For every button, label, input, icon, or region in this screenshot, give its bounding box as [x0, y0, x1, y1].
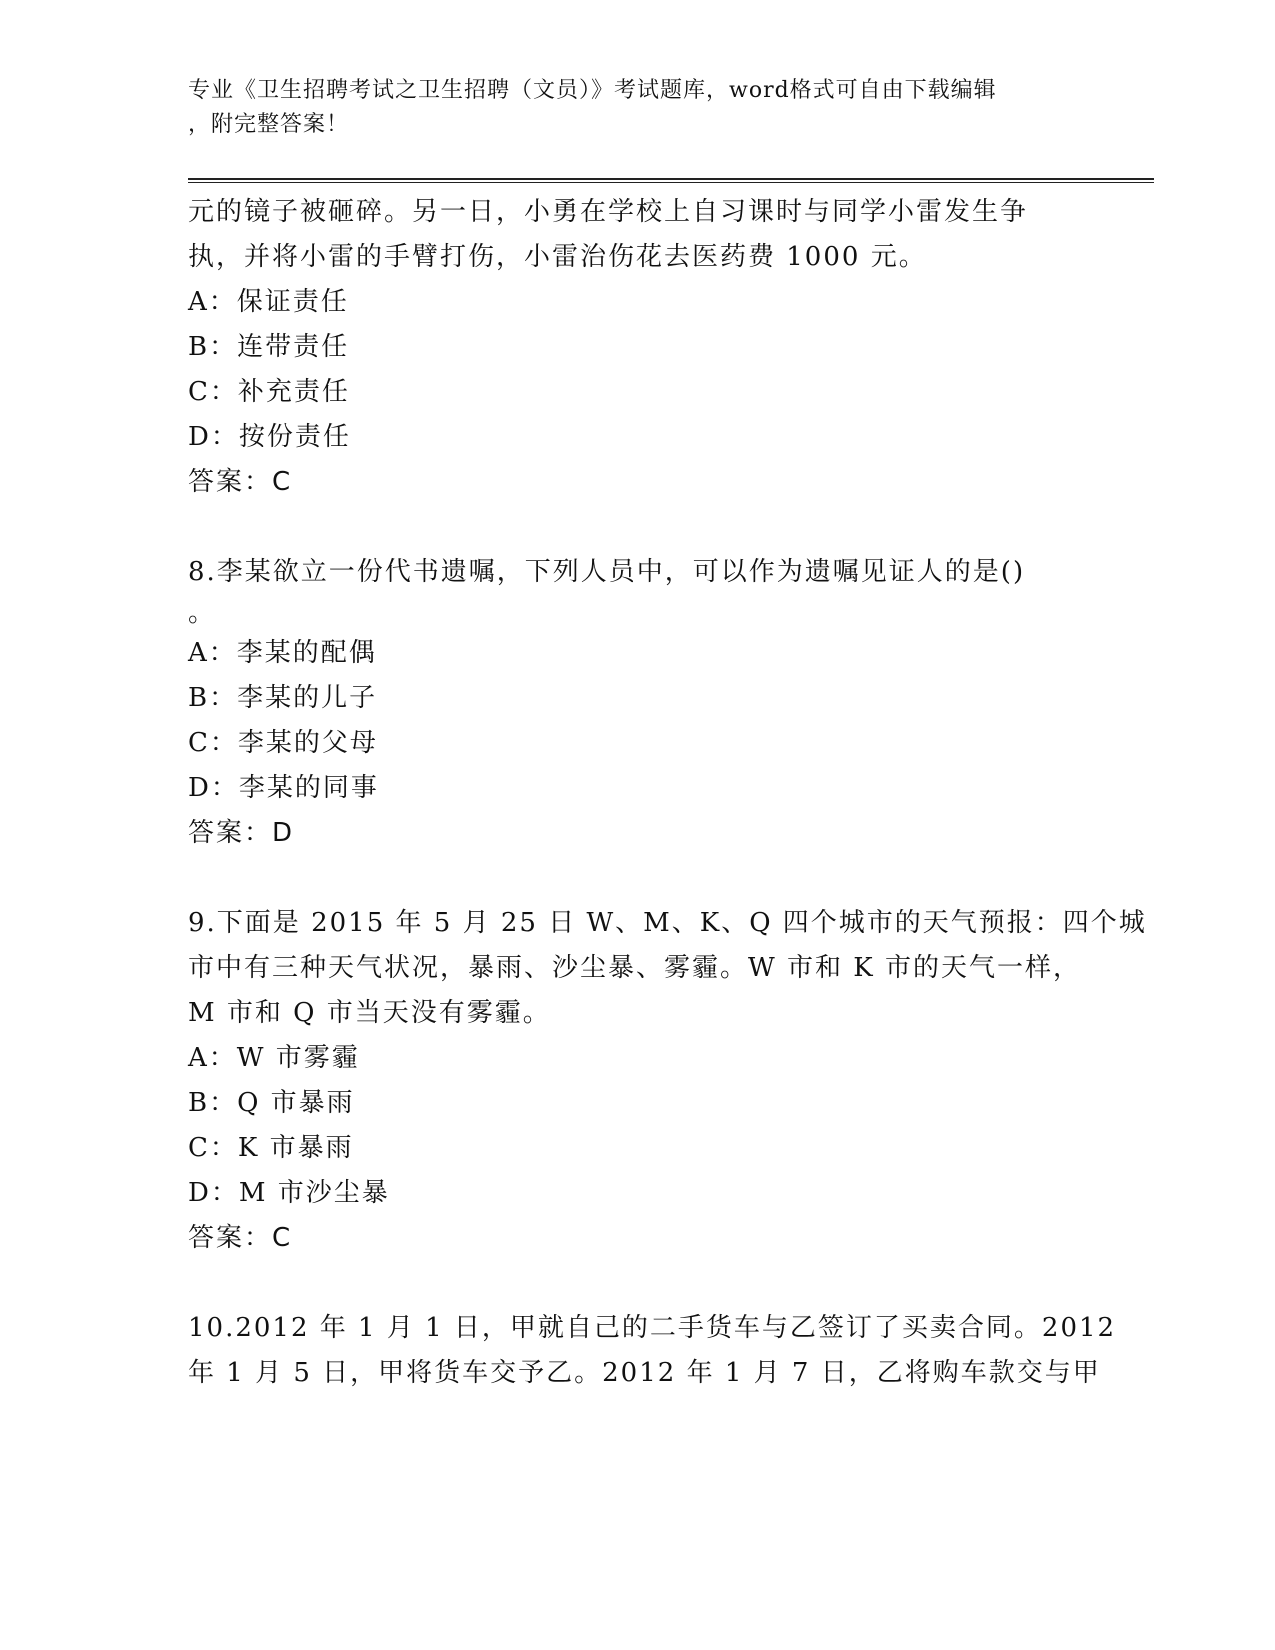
- spacer: [188, 1261, 1088, 1306]
- question-9-option-d: D：M 市沙尘暴: [188, 1178, 390, 1208]
- spacer: [188, 856, 1088, 901]
- question-10-text-line-2: 年 1 月 5 日，甲将货车交予乙。2012 年 1 月 7 日，乙将购车款交与甲: [188, 1358, 1101, 1388]
- spacer: [188, 505, 1088, 550]
- question-9-text-line-3: M 市和 Q 市当天没有雾霾。: [188, 998, 551, 1028]
- question-7-text-line-1: 元的镜子被砸碎。另一日，小勇在学校上自习课时与同学小雷发生争: [188, 197, 1029, 227]
- question-8-option-c: C：李某的父母: [188, 728, 378, 758]
- question-9-text-line-2: 市中有三种天气状况，暴雨、沙尘暴、雾霾。W 市和 K 市的天气一样，: [188, 953, 1081, 983]
- question-10-text-line-1: 10.2012 年 1 月 1 日，甲就自己的二手货车与乙签订了买卖合同。2012: [188, 1313, 1117, 1343]
- question-8-option-a: A：李某的配偶: [188, 638, 377, 668]
- header-title-line-1: 专业《卫生招聘考试之卫生招聘（文员）》考试题库，word格式可自由下载编辑: [188, 78, 997, 103]
- question-8-text-line-1: 8.李某欲立一份代书遗嘱，下列人员中，可以作为遗嘱见证人的是(): [188, 557, 1026, 587]
- question-7-option-a: A：保证责任: [188, 287, 349, 317]
- question-7: [188, 190, 1088, 505]
- question-7-option-c: C：补充责任: [188, 377, 350, 407]
- header-divider: [188, 178, 1154, 183]
- document-header: [188, 74, 1068, 142]
- question-7-option-b: B：连带责任: [188, 332, 350, 362]
- question-7-answer: 答案：C: [188, 467, 293, 497]
- question-8-option-b: B：李某的儿子: [188, 683, 378, 713]
- question-9-text-line-1: 9.下面是 2015 年 5 月 25 日 W、M、K、Q 四个城市的天气预报：四个城: [188, 908, 1147, 938]
- question-10: [188, 1306, 1117, 1396]
- question-7-text-line-2: 执，并将小雷的手臂打伤，小雷治伤花去医药费 1000 元。: [188, 242, 927, 272]
- question-9-option-c: C：K 市暴雨: [188, 1133, 354, 1163]
- document-body: [188, 190, 1147, 1396]
- question-9-option-b: B：Q 市暴雨: [188, 1088, 355, 1118]
- question-7-option-d: D：按份责任: [188, 422, 351, 452]
- header-title-line-2: ，附完整答案！: [188, 112, 350, 137]
- question-9-option-a: A：W 市雾霾: [188, 1043, 360, 1073]
- question-9: [188, 901, 1147, 1261]
- question-8-answer: 答案：D: [188, 818, 295, 848]
- question-8: [188, 550, 1088, 856]
- question-9-answer: 答案：C: [188, 1223, 293, 1253]
- question-8-option-d: D：李某的同事: [188, 773, 379, 803]
- question-8-text-line-2: 。: [188, 598, 217, 628]
